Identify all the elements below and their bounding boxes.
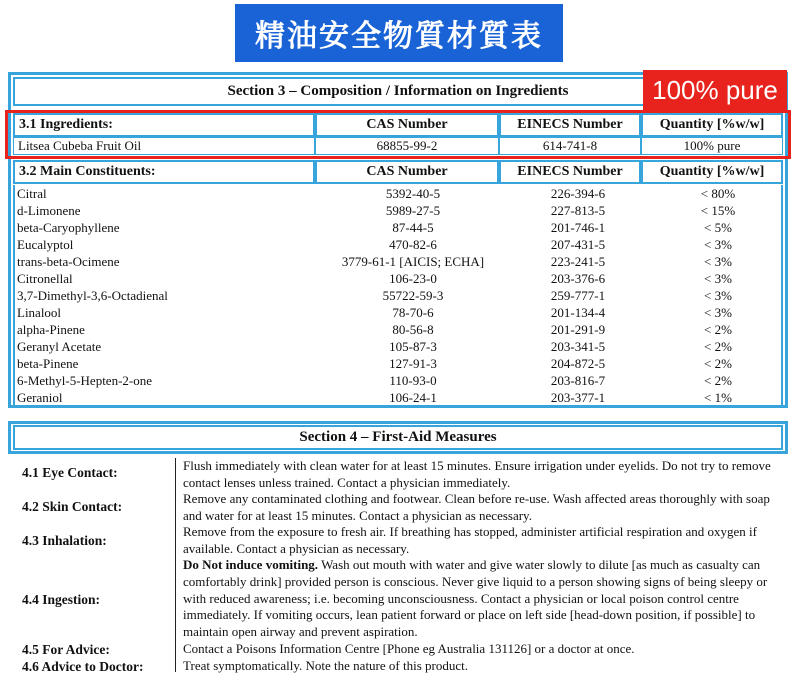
constituent-einecs: 201-291-9 [550,322,606,337]
ingredients-header-label: 3.1 Ingredients: [13,113,315,137]
ingestion-text [183,557,783,641]
constituent-qty: < 2% [704,373,732,388]
constituent-qty: < 1% [704,390,732,405]
constituent-name: d-Limonene [17,203,81,218]
constituent-name: beta-Pinene [17,356,79,371]
constituent-qty: < 3% [704,271,732,286]
constituent-name: Geraniol [17,390,63,405]
doctor-advice-text: Treat symptomatically. Note the nature of this product. [183,658,468,673]
constituent-name: 3,7-Dimethyl-3,6-Octadienal [17,288,168,303]
constituent-qty: < 3% [704,237,732,252]
pure-badge: 100% pure [643,70,787,110]
table-row [13,322,783,339]
constituent-einecs: 204-872-5 [550,356,606,371]
table-row [13,356,783,373]
constituent-qty: < 3% [704,305,732,320]
constituent-einecs: 207-431-5 [550,237,606,252]
constituents-header-qty: Quantity [%w/w] [641,160,783,184]
ingestion-warning: Do Not induce vomiting. [183,557,319,572]
advice-label: 4.5 For Advice: [22,642,110,657]
constituents-header-einecs: EINECS Number [499,160,641,184]
eye-contact-label: 4.1 Eye Contact: [22,465,118,480]
constituent-einecs: 201-134-4 [550,305,606,320]
section3-title: Section 3 – Composition / Information on Ingredients [13,77,783,106]
constituent-name: trans-beta-Ocimene [17,254,120,269]
constituent-cas: 87-44-5 [392,220,434,235]
constituent-cas: 106-24-1 [389,390,437,405]
section4-title: Section 4 – First-Aid Measures [13,425,783,450]
constituent-cas: 55722-59-3 [382,288,444,303]
ingredients-header-cas: CAS Number [315,113,499,137]
ingredient-highlight-box [5,110,791,159]
constituent-name: Geranyl Acetate [17,339,102,354]
constituent-qty: < 3% [704,254,732,269]
constituent-einecs: 227-813-5 [550,203,606,218]
skin-contact-text: Remove any contaminated clothing and footwear. Clean before re-use. Wash affected areas thoroughly with soap and water for at least 15 minutes. Contact a physician as necessary. [183,491,770,523]
advice-text: Contact a Poisons Information Centre [Phone eg Australia 131126] or a doctor at once. [183,641,635,656]
constituent-einecs: 223-241-5 [550,254,606,269]
table-row [13,220,783,237]
constituent-einecs: 203-341-5 [550,339,606,354]
constituent-qty: < 80% [700,186,736,201]
constituent-name: alpha-Pinene [17,322,85,337]
constituent-einecs: 203-377-1 [550,390,606,405]
constituent-einecs: 203-376-6 [550,271,606,286]
constituent-qty: < 3% [704,288,732,303]
constituent-qty: < 5% [704,220,732,235]
table-row [13,288,783,305]
constituent-cas: 3779-61-1 [AICIS; ECHA] [341,254,485,269]
ingredients-header-einecs: EINECS Number [499,113,641,137]
page-banner-title: 精油安全物質材質表 [235,4,563,62]
constituent-name: Linalool [17,305,62,320]
first-aid-divider [175,458,176,672]
table-row [13,339,783,356]
constituent-cas: 470-82-6 [389,237,437,252]
ingredients-header-qty: Quantity [%w/w] [641,113,783,137]
constituent-cas: 110-93-0 [389,373,437,388]
ingredient-einecs: 614-741-8 [499,137,641,155]
skin-contact-label: 4.2 Skin Contact: [22,499,123,514]
constituent-qty: < 2% [704,356,732,371]
constituent-cas: 5989-27-5 [385,203,441,218]
table-row [13,203,783,220]
ingredient-name: Litsea Cubeba Fruit Oil [13,137,315,155]
table-row [13,305,783,322]
table-row [13,390,783,407]
constituent-name: Citronellal [17,271,73,286]
constituent-name: Citral [17,186,47,201]
ingredient-qty: 100% pure [641,137,783,155]
constituent-cas: 5392-40-5 [385,186,441,201]
doctor-advice-label: 4.6 Advice to Doctor: [22,659,144,674]
constituents-header-cas: CAS Number [315,160,499,184]
table-row [13,237,783,254]
constituent-name: 6-Methyl-5-Hepten-2-one [17,373,153,388]
eye-contact-text: Flush immediately with clean water for at least 15 minutes. Ensure irrigation under eyelids. Do not try to remove contact lenses unless trained. Contact a physician immediately. [183,458,771,490]
inhalation-label: 4.3 Inhalation: [22,533,107,548]
table-row [13,271,783,288]
constituent-einecs: 226-394-6 [550,186,606,201]
constituent-qty: < 15% [700,203,736,218]
ingredient-cas: 68855-99-2 [315,137,499,155]
constituent-cas: 127-91-3 [389,356,437,371]
ingestion-label: 4.4 Ingestion: [22,592,101,607]
constituent-cas: 105-87-3 [389,339,437,354]
constituent-cas: 80-56-8 [392,322,434,337]
constituent-einecs: 201-746-1 [550,220,606,235]
constituents-table [13,186,783,405]
constituent-einecs: 203-816-7 [550,373,606,388]
constituent-name: beta-Caryophyllene [17,220,120,235]
constituent-cas: 78-70-6 [392,305,434,320]
constituent-name: Eucalyptol [17,237,74,252]
constituent-qty: < 2% [704,339,732,354]
ingestion-body: Wash out mouth with water and give water slowly to dilute [as much as casualty can comfortably drink] provided person is conscious. Never give liquid to a person showing signs of being sleepy or with reduced awareness; i.e. becoming unconsciousness. Contact a physician or local poison control centre immediately. If vomiting occurs, lean patient forward or place on left side [head-down position, if possible] to maintain open airway and prevent aspiration. [183,557,768,640]
table-row [13,373,783,390]
table-row [13,186,783,203]
constituent-qty: < 2% [704,322,732,337]
inhalation-text: Remove from the exposure to fresh air. If breathing has stopped, administer artificial respiration and oxygen if available. Contact a physician as necessary. [183,524,757,556]
constituent-cas: 106-23-0 [389,271,437,286]
table-row [13,254,783,271]
constituent-einecs: 259-777-1 [550,288,606,303]
constituents-header-label: 3.2 Main Constituents: [13,160,315,184]
